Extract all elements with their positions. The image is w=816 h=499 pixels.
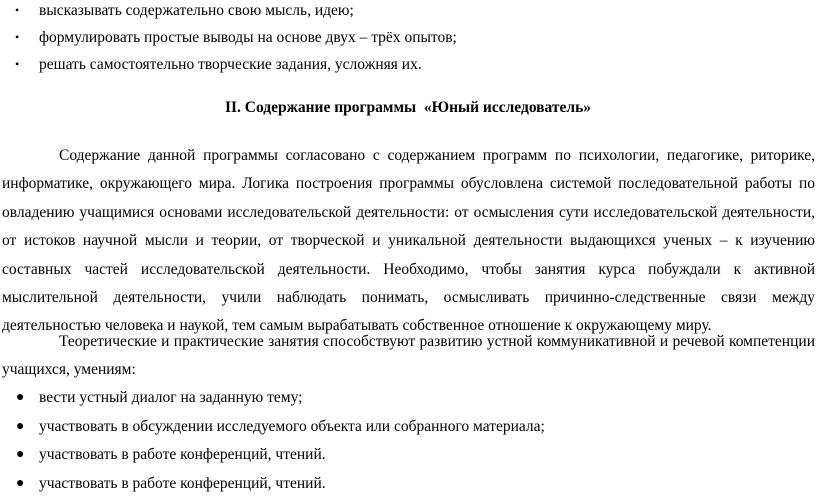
list-item [0,384,816,413]
list-item-text: решать самостоятельно творческие задания, усложняя их. [39,56,422,73]
list-item-text: участвовать в обсуждении исследуемого объекта или собранного материала; [39,417,545,435]
list-item-text: участвовать в работе конференций, чтений. [39,446,326,464]
list-item [0,24,816,51]
skills-list-top [0,0,816,78]
list-item-text: высказывать содержательно свою мысль, идею; [39,2,354,19]
list-item [0,413,816,442]
list-item-text: формулировать простые выводы на основе двух – трёх опытов; [39,29,457,46]
bullet-icon: • [15,57,20,71]
section-heading: II. Содержание программы «Юный исследователь» [224,99,592,116]
paragraph-competencies: Теоретические и практические занятия способствуют развитию устной коммуникативной и речевой компетенции учащихся, умениям: [2,333,815,379]
list-item [0,0,816,24]
list-item [0,470,816,499]
bullet-icon: ● [16,390,25,405]
bullet-icon: • [15,30,20,44]
list-item-text: участвовать в работе конференций, чтений. [39,474,326,492]
bullet-icon: ● [16,475,25,491]
bullet-icon: • [15,3,20,17]
paragraph-content: Содержание данной программы согласовано с содержанием программ по психологии, педагогике, риторике, информатике, окружающего мира. Логика построения программы обусловлена системой последовательной работы по овладению учащимися основами исследовательской деятельности: от осмысления сути исследовательской деятельности, от истоков научной мысли и теории, от творческой и уникальной деятельности выдающихся ученых – к изучению составных частей исследовательской деятельности. Необходимо, чтобы занятия курса побуждали к активной мыслительной деятельности, учили наблюдать понимать, осмысливать причинно-следственные связи между деятельностью человека и наукой, тем самым вырабатывать собственное отношение к окружающему миру. [2,147,815,335]
list-item-text: вести устный диалог на заданную тему; [39,389,303,406]
list-item [0,51,816,78]
list-item [0,441,816,470]
skills-list-bottom [0,384,816,498]
bullet-icon: ● [16,418,25,434]
bullet-icon: ● [16,447,25,463]
